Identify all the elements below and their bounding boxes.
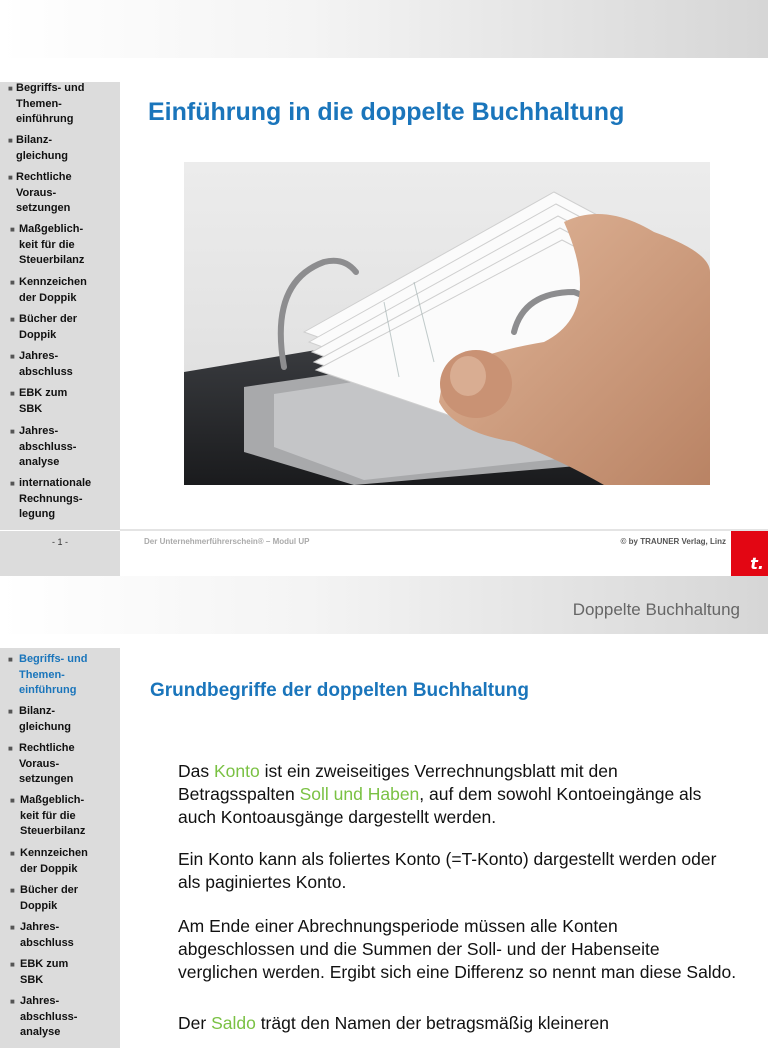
sidebar-item-analyse[interactable]: ■ Jahres- abschluss- analyse — [10, 425, 77, 468]
slide-2 — [0, 576, 768, 1038]
text-run: ist ein zweiseitiges Verrechnungsblatt mit den Betragsspalten — [178, 761, 618, 804]
logo-text: t. — [750, 554, 764, 573]
sidebar-item-kennzeichen[interactable]: ■ Kennzeichen der Doppik — [10, 276, 87, 304]
highlight-saldo: Saldo — [211, 1013, 256, 1033]
slide-header-bar — [0, 0, 768, 58]
sidebar-item-analyse[interactable]: ■ Jahres- abschluss- analyse — [10, 995, 78, 1038]
sidebar-item-rechtliche[interactable]: ■ Rechtliche Voraus- setzungen — [8, 742, 75, 785]
sidebar-item-jahresabschluss[interactable]: ■ Jahres- abschluss — [10, 350, 73, 378]
slide-topic: Doppelte Buchhaltung — [572, 600, 740, 619]
footer-divider — [120, 529, 768, 531]
ledger-binder-photo — [184, 162, 710, 485]
paragraph-saldo-intro: Am Ende einer Abrechnungsperiode müssen alle Konten abgeschlossen und die Summen der Soll- und der Habenseite verglichen werden. Ergibt sich eine Differenz so nennt man diese Saldo. — [178, 916, 737, 982]
sidebar-item-ebk-sbk[interactable]: ■ EBK zum SBK — [10, 387, 68, 415]
sidebar-item-massgeblichkeit[interactable]: ■ Maßgeblich- keit für die Steuerbilanz — [10, 794, 86, 837]
sidebar-item-kennzeichen[interactable]: ■ Kennzeichen der Doppik — [10, 847, 88, 875]
sidebar-item-rechtliche[interactable]: ■ Rechtliche Voraus- setzungen — [8, 171, 72, 214]
sidebar-item-bilanzgleichung[interactable]: ■ Bilanz- gleichung — [8, 705, 71, 733]
footer-course-title: Der Unternehmerführerschein® – Modul UP — [144, 537, 310, 546]
sidebar-item-ebk-sbk[interactable]: ■ EBK zum SBK — [10, 958, 69, 986]
paragraph-saldo — [178, 1012, 738, 1035]
sidebar-item-buecher[interactable]: ■ Bücher der Doppik — [10, 313, 78, 341]
binder-photo-illustration — [184, 162, 710, 485]
text-run: , auf dem sowohl Kontoeingänge als auch Kontoausgänge dargestellt werden. — [178, 784, 702, 827]
text-run: Das — [178, 761, 214, 781]
sidebar-item-buecher[interactable]: ■ Bücher der Doppik — [10, 884, 79, 912]
text-run: trägt den Namen der betragsmäßig kleineren — [255, 1013, 609, 1033]
slide-title: Einführung in die doppelte Buchhaltung — [148, 98, 625, 126]
highlight-soll-haben: Soll und Haben — [299, 784, 420, 804]
sidebar-item-massgeblichkeit[interactable]: ■ Maßgeblich- keit für die Steuerbilanz — [10, 223, 85, 266]
paragraph-konto — [178, 760, 738, 829]
page-number: - 1 - — [51, 537, 68, 547]
sidebar-item-international[interactable]: ■ internationale Rechnungs- legung — [10, 477, 92, 520]
sidebar-item-bilanzgleichung[interactable]: ■ Bilanz- gleichung — [8, 134, 68, 162]
sidebar-item-begriffe[interactable]: ■ Begriffs- und Themen- einführung — [8, 82, 85, 125]
sidebar-item-begriffe-active[interactable]: ■ Begriffs- und Themen- einführung — [8, 653, 88, 696]
trauner-logo — [731, 531, 768, 576]
footer-copyright: © by TRAUNER Verlag, Linz — [620, 537, 726, 546]
slide-title: Grundbegriffe der doppelten Buchhaltung — [150, 680, 529, 701]
sidebar-item-jahresabschluss[interactable]: ■ Jahres- abschluss — [10, 921, 74, 949]
highlight-konto: Konto — [213, 761, 260, 781]
text-run: Der — [178, 1013, 212, 1033]
paragraph-t-konto: Ein Konto kann als foliertes Konto (=T-Konto) dargestellt werden oder als paginiertes Konto. — [178, 849, 717, 892]
